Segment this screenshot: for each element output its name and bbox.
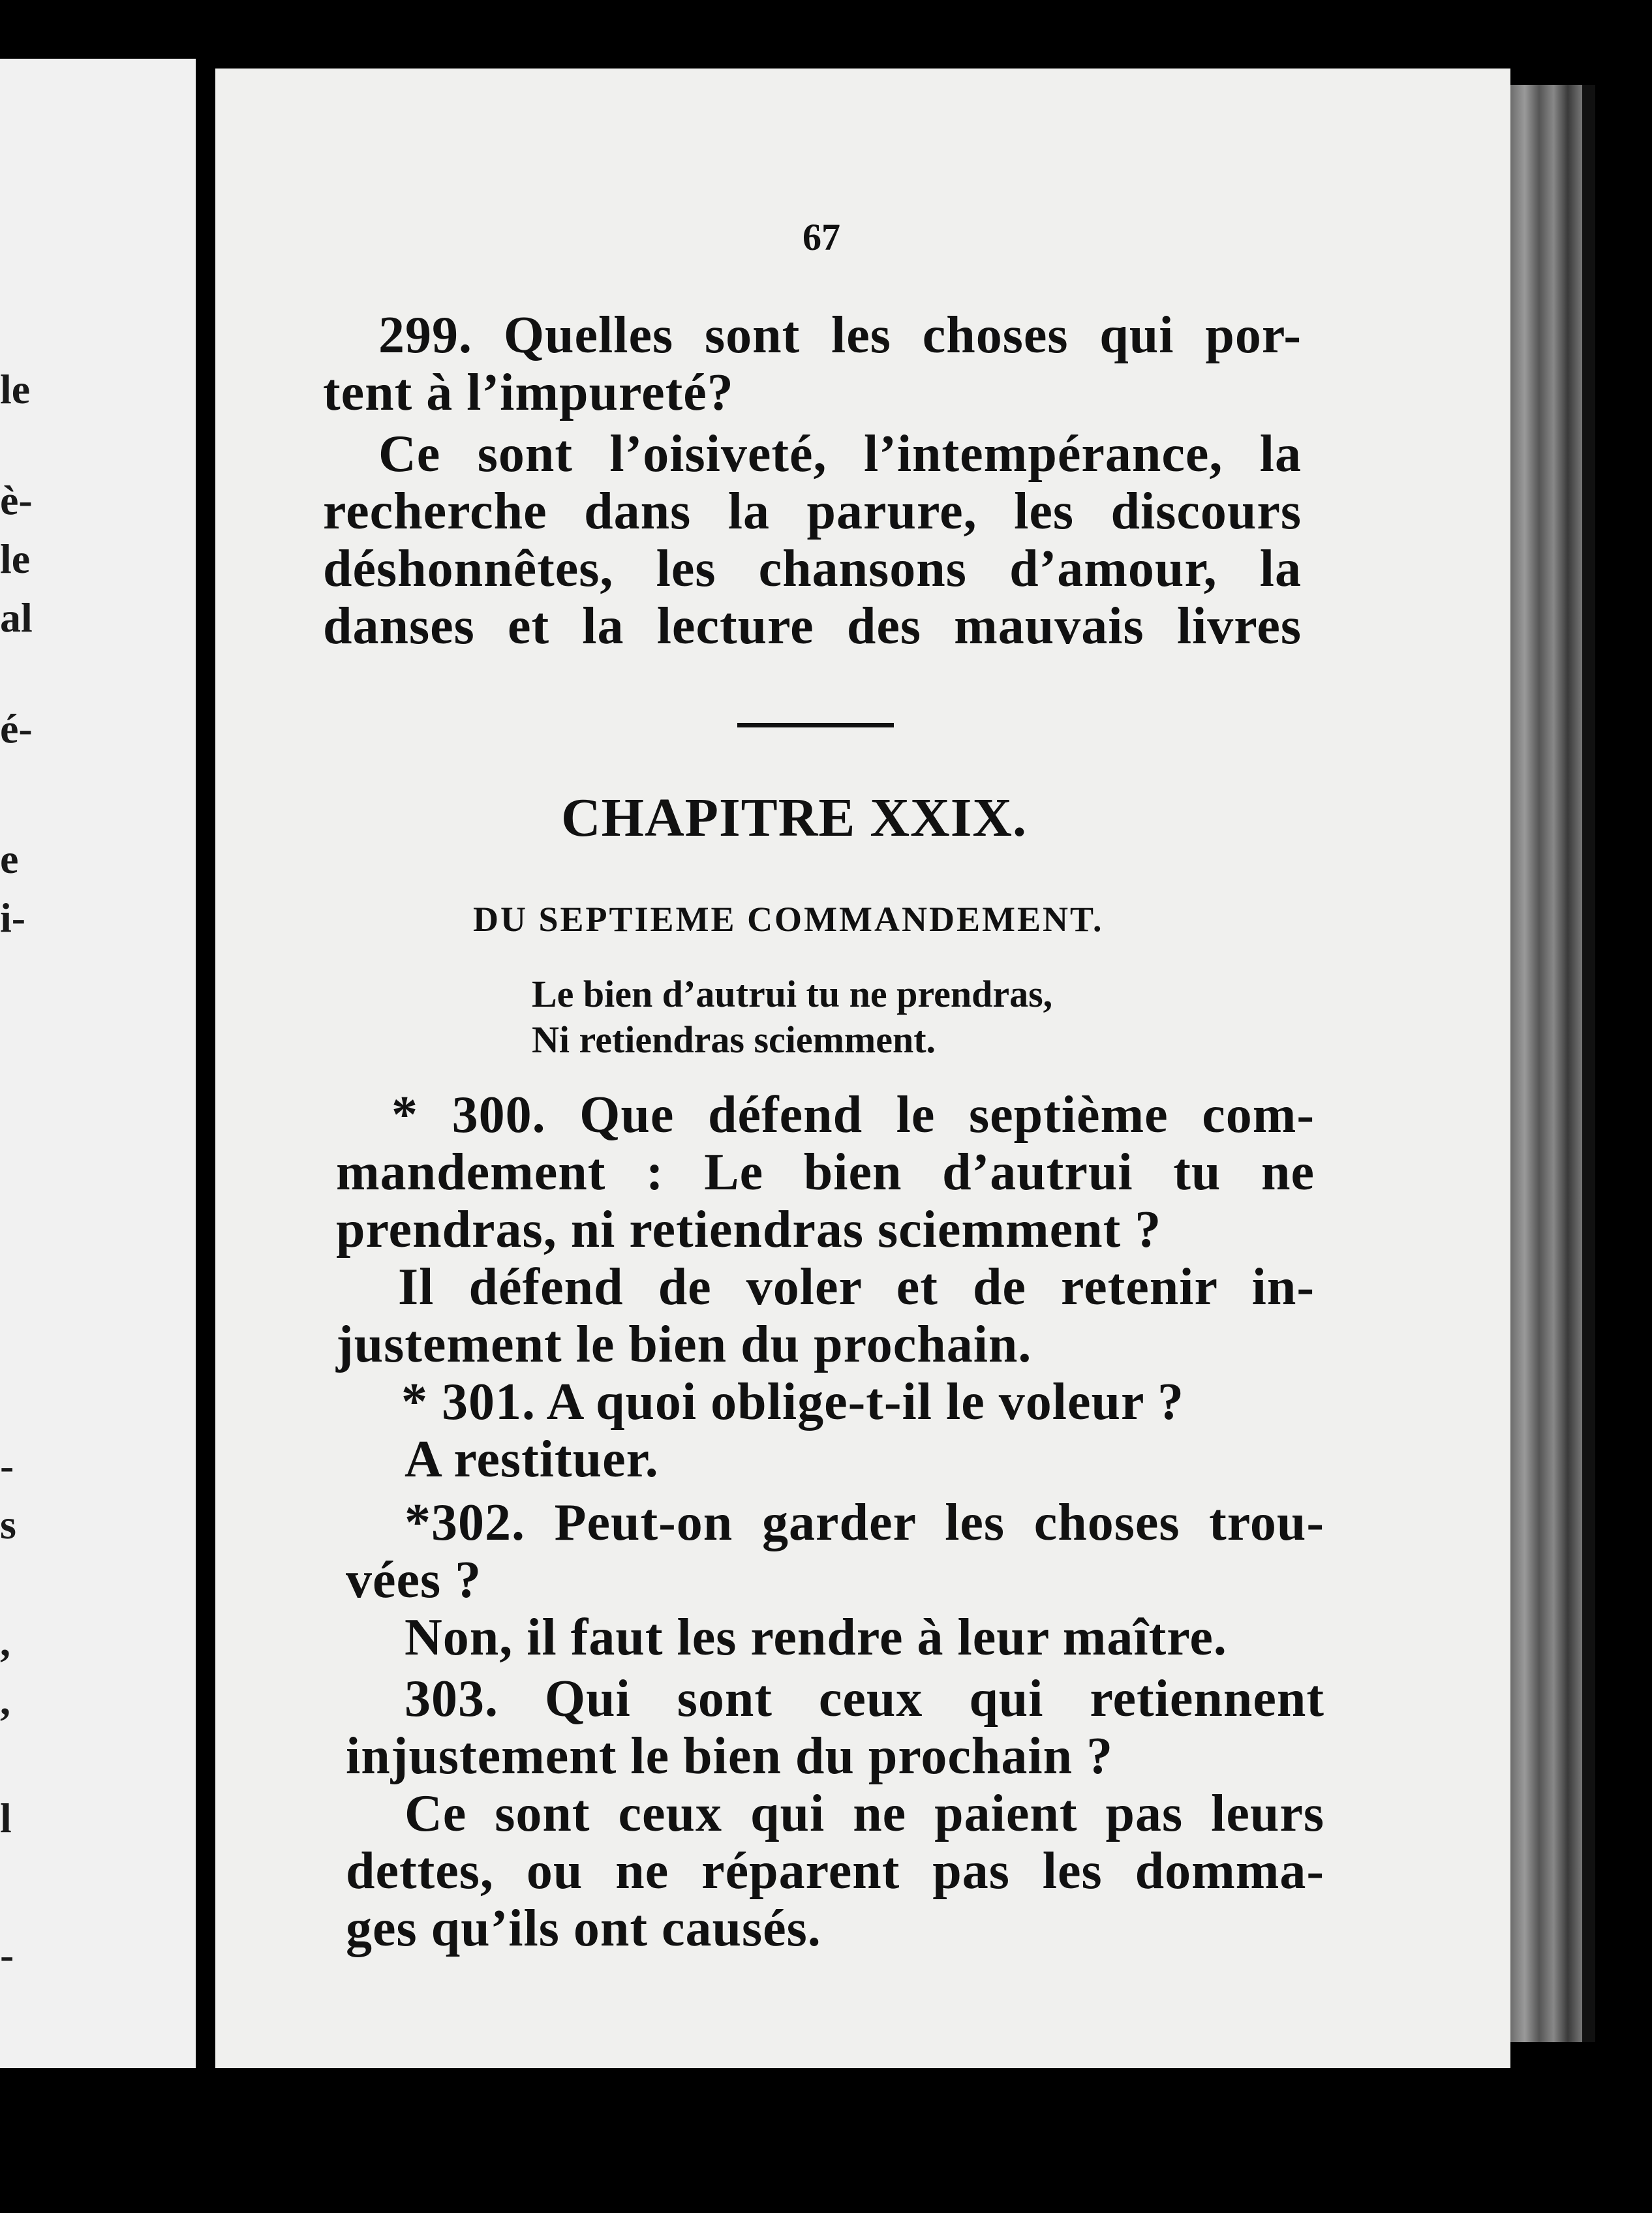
question-line: injustement le bien du prochain ? xyxy=(346,1728,1114,1785)
question-line: tent à l’impureté? xyxy=(323,364,734,421)
answer-line: A restituer. xyxy=(405,1431,659,1488)
verse-line: Le bien d’autrui tu ne prendras, xyxy=(532,973,1053,1015)
question-302 xyxy=(346,1494,1324,1666)
left-page-fragment: é- xyxy=(0,705,33,752)
answer-line: Ce sont ceux qui ne paient pas leurs xyxy=(405,1785,1324,1842)
answer-line: déshonnêtes, les chansons d’amour, la xyxy=(323,540,1302,598)
page-edges xyxy=(1510,85,1582,2042)
answer-line: justement le bien du prochain. xyxy=(336,1316,1032,1373)
left-page-fragment: - xyxy=(0,1442,14,1489)
question-line: vées ? xyxy=(346,1551,482,1609)
question-line: 299. Quelles sont les choses qui por- xyxy=(378,307,1302,364)
book-gutter xyxy=(196,0,215,2213)
section-divider xyxy=(737,723,894,727)
answer-line: recherche dans la parure, les discours xyxy=(323,483,1302,540)
left-page-fragment: le xyxy=(0,536,31,582)
question-line: * 301. A quoi oblige-t-il le voleur ? xyxy=(401,1373,1185,1431)
verse-line: Ni retiendras sciemment. xyxy=(532,1018,936,1061)
left-page-fragment: i- xyxy=(0,894,26,941)
question-303 xyxy=(346,1670,1324,1957)
left-page-fragment: e xyxy=(0,836,19,882)
left-page-fragment: al xyxy=(0,594,33,641)
left-page-fragment: le xyxy=(0,366,31,412)
left-page-fragment: s xyxy=(0,1501,16,1548)
answer-299 xyxy=(323,425,1302,655)
chapter-subtitle: DU SEPTIEME COMMANDEMENT. xyxy=(473,900,1104,939)
question-300 xyxy=(336,1086,1315,1373)
left-page-fragment: , xyxy=(0,1677,10,1724)
page-number: 67 xyxy=(803,216,840,258)
answer-line: ges qu’ils ont causés. xyxy=(346,1900,821,1957)
question-line: *302. Peut-on garder les choses trou- xyxy=(405,1494,1324,1551)
adjacent-page-left xyxy=(0,59,196,2068)
question-line: prendras, ni retiendras sciemment ? xyxy=(336,1201,1162,1259)
question-line: * 300. Que défend le septième com- xyxy=(391,1086,1315,1144)
question-301 xyxy=(336,1373,1315,1488)
answer-line: Ce sont l’oisiveté, l’intempérance, la xyxy=(378,425,1302,483)
left-page-fragment: - xyxy=(0,1932,14,1978)
question-line: mandement : Le bien d’autrui tu ne xyxy=(336,1144,1315,1201)
chapter-title: CHAPITRE XXIX. xyxy=(561,787,1028,848)
left-page-fragment: , xyxy=(0,1619,10,1665)
question-299 xyxy=(323,307,1302,421)
answer-line: Non, il faut les rendre à leur maître. xyxy=(405,1609,1227,1666)
answer-line: danses et la lecture des mauvais livres xyxy=(323,598,1302,655)
book-cover-edge xyxy=(1582,85,1595,2042)
answer-line: Il défend de voler et de retenir in- xyxy=(398,1259,1315,1316)
answer-line: dettes, ou ne réparent pas les domma- xyxy=(346,1842,1324,1900)
left-page-fragment: è- xyxy=(0,477,33,523)
left-page-fragment: l xyxy=(0,1795,12,1841)
question-line: 303. Qui sont ceux qui retiennent xyxy=(405,1670,1324,1728)
